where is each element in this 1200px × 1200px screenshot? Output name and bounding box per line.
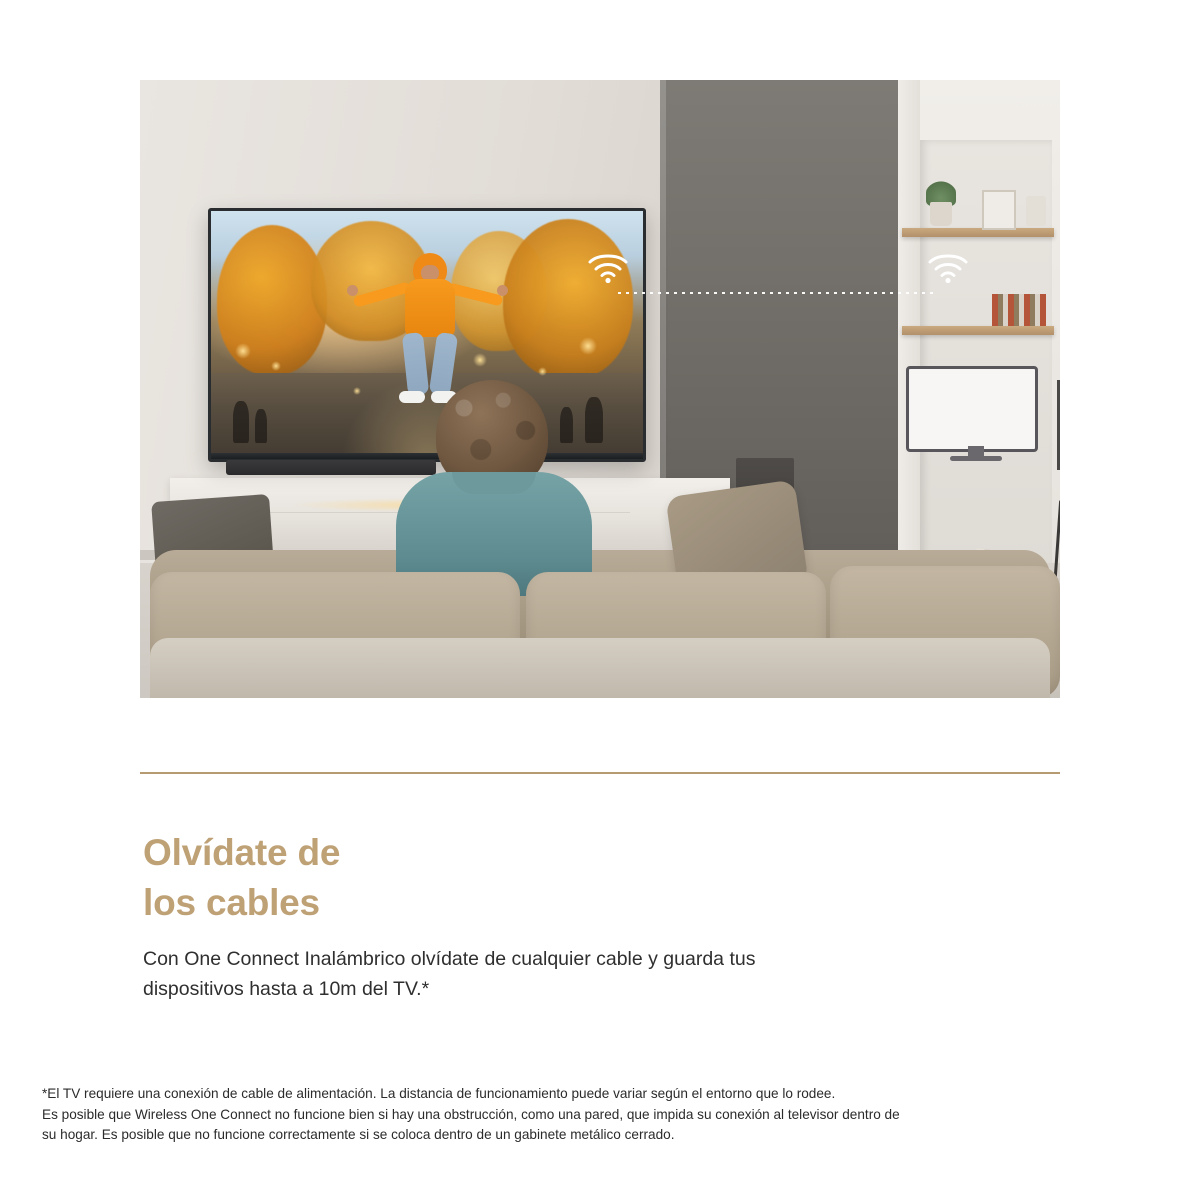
wifi-icon-tv [586,250,630,284]
body-copy [143,944,1003,1004]
body-copy-line-1: Con One Connect Inalámbrico olvídate de cualquier cable y guarda tus [143,948,756,970]
hero-image [140,80,1060,698]
wall-shelf-upper [902,228,1054,237]
light-bokeh [353,387,361,395]
footnote-line-3: su hogar. Es posible que no funcione correctamente si se coloca dentro de un gabinete metálico cerrado. [42,1127,675,1143]
headline-line-1: Olvídate de [143,832,341,873]
hand-right [497,285,508,296]
pedestrian-silhouette [585,397,603,443]
footnote-line-1: *El TV requiere una conexión de cable de alimentación. La distancia de funcionamiento puede variar según el entorno que lo rodee. [42,1086,836,1101]
tv-screen [211,211,643,459]
light-bokeh [271,361,281,371]
hoodie-torso [405,279,455,337]
pedestrian-silhouette [233,401,249,443]
pedestrian-silhouette [255,409,267,443]
footnote-disclaimer [42,1084,1172,1146]
computer-monitor [906,366,1038,452]
pedestrian-silhouette [560,407,573,443]
wall-shelf-lower [902,326,1054,335]
television [208,208,646,462]
arm-left [353,281,412,308]
soundbar [226,460,436,475]
shoe-left [399,391,425,403]
page-title [143,828,783,928]
light-bokeh [538,367,547,376]
viewer-collar [452,472,536,494]
section-divider [140,772,1060,774]
books-stack [992,294,1046,326]
monitor-base [950,456,1002,461]
hand-left [347,285,358,296]
leg-left [402,332,429,396]
wifi-icon-device [926,250,970,284]
sofa-seat [150,638,1050,698]
footnote-line-2: Es posible que Wireless One Connect no funcione bien si hay una obstrucción, como una pared, que impida su conexión al televisor dentro de [42,1106,900,1122]
body-copy-line-2: dispositivos hasta a 10m del TV.* [143,978,430,1001]
vase [1026,196,1046,226]
headline-line-2: los cables [143,881,320,923]
picture-frame [982,190,1016,230]
tv-bottom-bezel [211,453,643,459]
light-bokeh [579,337,597,355]
wireless-link-dotted-line [618,292,936,294]
lamp-arm [1057,380,1060,470]
leg-right [429,332,458,396]
light-bokeh [235,343,251,359]
tree-foliage [217,225,327,375]
tree-foliage [503,219,633,379]
plant-pot [930,202,952,226]
